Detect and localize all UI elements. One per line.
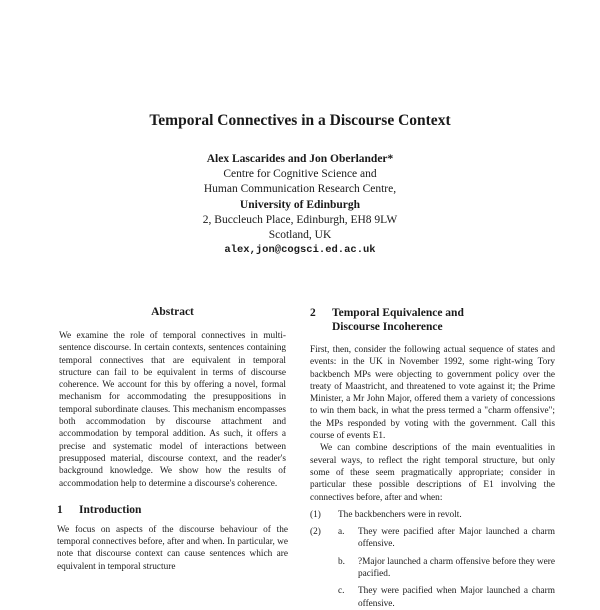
- example-2c: [310, 585, 555, 610]
- author-names: Alex Lascarides and Jon Oberlander*: [206, 153, 394, 165]
- example-text: They were pacified after Major launched a charm offensive.: [358, 527, 555, 550]
- abstract-heading: Abstract: [151, 306, 194, 318]
- example-1: [310, 509, 555, 521]
- author-block: [0, 152, 600, 258]
- example-number: (1): [310, 509, 321, 520]
- affiliation-line-3: University of Edinburgh: [239, 198, 361, 211]
- section-2-title-line-1: Temporal Equivalence and: [332, 307, 464, 319]
- section-2-title-line-2: Discourse Incoherence: [332, 321, 443, 333]
- section-1-number: 1: [57, 503, 63, 516]
- example-sub-label: a.: [338, 527, 345, 538]
- example-sub-label: c.: [338, 586, 345, 597]
- left-column: [57, 306, 288, 573]
- affiliation-line-1: Centre for Cognitive Science and: [223, 168, 377, 181]
- example-number: (2): [310, 527, 321, 538]
- affiliation-line-5: Scotland, UK: [268, 229, 332, 242]
- example-text: The backbenchers were in revolt.: [338, 509, 462, 520]
- section-1-text: We focus on aspects of the discourse behaviour of the temporal connectives before, after and when. In particular, we note that discourse context can cause sentences which are equivalent in temporal structure: [57, 524, 288, 572]
- right-column: [310, 306, 555, 610]
- section-2-paragraph-2: We can combine descriptions of the main eventualities in several ways, to reflect the right temporal structure, but only some of these seem pragmatically appropriate; consider in particular these possible descriptions of E1 involving the connectives before, after and when:: [310, 443, 555, 503]
- example-2a: [310, 526, 555, 551]
- section-2-number: 2: [310, 307, 316, 319]
- example-text: They were pacified when Major launched a charm offensive.: [358, 586, 555, 609]
- section-2-paragraph-1: First, then, consider the following actual sequence of states and events: in the UK in November 1992, some right-wing Tory backbench MPs were objecting to government policy over the treaty of Maastricht, and threatened to vote against it; the Prime Minister, a Mr John Major, offered them a variety of concessions to win them back, in what the press termed a "charm offensive"; the MPs responded by voting with the government. Call this course of events E1.: [310, 345, 555, 442]
- paper-title: Temporal Connectives in a Discourse Context: [149, 112, 451, 129]
- affiliation-line-2: Human Communication Research Centre,: [203, 183, 397, 196]
- author-email: alex,jon@cogsci.ed.ac.uk: [224, 244, 376, 257]
- example-2b: [310, 556, 555, 581]
- section-1-heading: [57, 504, 288, 516]
- section-1-title: Introduction: [79, 503, 142, 516]
- section-2-heading: [310, 306, 555, 334]
- affiliation-line-4: 2, Buccleuch Place, Edinburgh, EH8 9LW: [202, 213, 398, 226]
- example-text: ?Major launched a charm offensive before they were pacified.: [358, 556, 555, 580]
- example-sub-label: b.: [338, 556, 345, 567]
- abstract-text: We examine the role of temporal connectives in multi-sentence discourse. In certain contexts, sentences containing temporal connectives that are equivalent in temporal structure can fail to be equivalent in terms of discourse coherence. We account for this by offering a novel, formal mechanism for accommodating the presuppositions in temporal subordinate clauses. This mechanism encompasses both accommodation by discourse attachment and accommodation by temporal addition. As such, it offers a precise and systematic model of interactions between presupposed material, discourse context, and the reader's background knowledge. We show how the results of accommodation help to determine a discourse's coherence.: [59, 331, 286, 489]
